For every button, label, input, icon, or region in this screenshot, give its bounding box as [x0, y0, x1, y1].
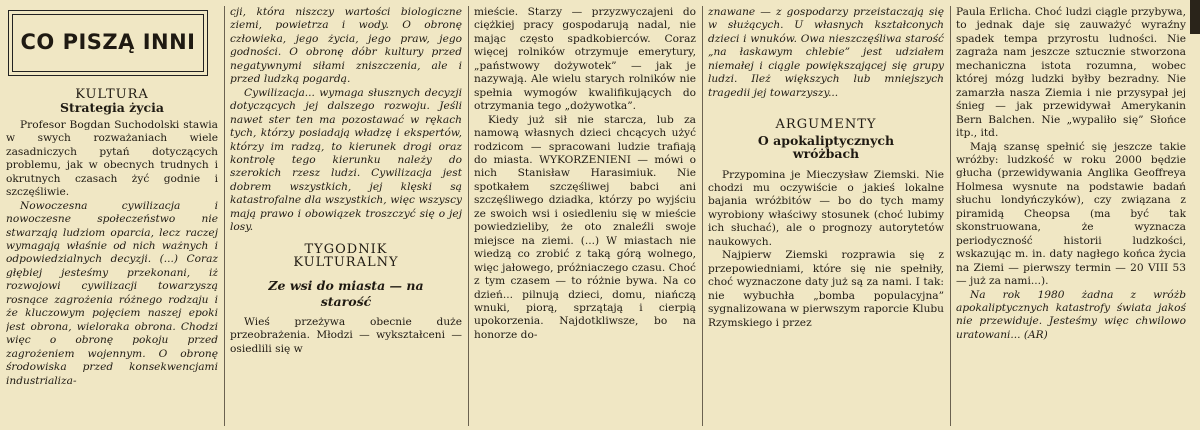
column-rule-3: [702, 6, 703, 426]
column-2: [230, 6, 462, 428]
section-kultura: KULTURA: [75, 87, 149, 102]
header-box-frame: [8, 10, 208, 76]
column-1: [6, 6, 218, 428]
column-rule-4: [950, 6, 951, 426]
title-strategia-zycia: Strategia życia: [60, 100, 164, 116]
kultura-paragraph-4: Cywilizacja... wymaga słusznych decyzji dotyczących jej dalszego rozwoju. Jeśli nawet ster ten ma pozostawać w rękach tych, którzy posiadają władzę i ekspertów, którzy im radzą, to kierunek drogi oraz kontrolę tego kierunku należy do szerokich rzesz ludzi. Cywilizacja jest dobrem wszystkich, jej klęski są katastrofalne dla wszystkich, więc wszyscy mają prawo i obowiązek troszczyć się o jej losy.: [230, 86, 462, 234]
column-5: [956, 6, 1186, 428]
section-argumenty: ARGUMENTY: [775, 117, 877, 133]
section-tygodnik-line2: KULTURALNY: [293, 255, 399, 271]
tygodnik-paragraph-2: mieście. Starzy — przyzwyczajeni do ciężkiej pracy gospodarują nadal, nie mając często spadkobierców. Coraz więcej rolników otrzymuje emerytury, „państwowy dożywotek” — jak je nazywają. Ale wielu starych rolników nie spełnia wymogów kwalifikujących do otrzymania tego „dożywotka”.: [474, 6, 696, 113]
argumenty-paragraph-1: Przypomina je Mieczysław Ziemski. Nie chodzi mu oczywiście o jakieś lokalne bajania wróżbitów — bo do tych mamy wyrobiony właściwy stosunek (choć lubimy ich słuchać), ale o prognozy autorytetów naukowych.: [708, 168, 944, 248]
column-3: [474, 6, 696, 428]
title-o-apokaliptycznych-wrozbach: O apokaliptycznych wróżbach: [757, 132, 895, 162]
kultura-paragraph-3: cji, która niszczy wartości biologiczne ziemi, powietrza i wody. O obronę człowieka, jego życia, jego praw, jego godności. O obronę dóbr kultury przed negatywnymi siłami zniszczenia, ale i przed ludzką pogardą.: [230, 6, 462, 86]
header-box: CO PISZĄ INNI: [12, 14, 204, 72]
column-rule-2: [468, 6, 469, 426]
column-4: [708, 6, 944, 428]
scan-edge-mark: [1190, 0, 1200, 34]
title-ze-wsi-do-miasta: Ze wsi do miasta — na starość: [268, 277, 424, 309]
kultura-paragraph-2: Nowoczesna cywilizacja i nowoczesne społeczeństwo nie stwarzają ludziom oparcia, lecz raczej wymagają właśnie od nich ważnych i odpowiedzialnych decyzji. (...) Coraz głębiej jesteśmy przekonani, iż rozwojowi cywilizacji towarzyszą rosnące zagrożenia różnego rodzaju i że kluczowym pojęciem naszej epoki jest obrona, wieloraka obrona. Chodzi więc o obronę pokoju przed zagrożeniem wojennym. O obronę środowiska przed konsekwencjami industrializa-: [6, 199, 218, 387]
kultura-paragraph-1: Profesor Bogdan Suchodolski stawia w swych rozważaniach wiele zasadniczych pytań dotyczących problemu, jak w obecnych trudnych i okrutnych czasach żyć godnie i szczęśliwie.: [6, 118, 218, 199]
argumenty-paragraph-2: Najpierw Ziemski rozprawia się z przepowiedniami, które się nie spełniły, choć wyznaczone daty już są za nami. I tak: nie wybuchła „bomba populacyjna” sygnalizowana w pierwszym raporcie Klubu Rzymskiego i przez: [708, 249, 944, 329]
tygodnik-paragraph-4: znawane — z gospodarzy przeistaczają się w służących. U własnych kształconych dzieci i wnuków. Owa nieszczęśliwa starość „na łaskawym chlebie” jest udziałem niemałej i ciągle powiększającej się grupy ludzi. Ileż większych lub mniejszych tragedii jej towarzyszy...: [708, 6, 944, 99]
section-tygodnik-line1: TYGODNIK: [304, 241, 388, 257]
column-rule-1: [224, 6, 225, 426]
argumenty-paragraph-5: Na rok 1980 żadna z wróżb apokaliptycznych katastrofy świata jakoś nie przewiduje. Jesteśmy więc chwilowo uratowani... (AR): [956, 288, 1186, 341]
argumenty-paragraph-3: Paula Erlicha. Choć ludzi ciągle przybywa, to jednak daje się zauważyć wyraźny spadek tempa przyrostu ludności. Nie zagraża nam jeszcze sztucznie stworzona mechaniczna istota rozumna, wobec której mózg ludzki byłby bezradny. Nie zamarzła nasza Ziemia i nie przysypał jej śnieg — jak przewidywał Amerykanin Bern Balchen. Nie „wypaliło się” Słońce itp., itd.: [956, 6, 1186, 140]
tygodnik-paragraph-1: Wieś przeżywa obecnie duże przeobrażenia. Młodzi — wykształceni — osiedlili się w: [230, 315, 462, 355]
argumenty-paragraph-4: Mają szansę spełnić się jeszcze takie wróżby: ludzkość w roku 2000 będzie głucha (przewidywania Anglika Geoffreya Holmesa wysnute na podstawie badań słuchu londyńczyków), czy związana z piramidą Cheopsa (ma być tak skonstruowana, że wyznacza periodyczność historii ludzkości, wskazując m. in. daty nagłego końca życia na Ziemi — pierwszy termin — 20 VIII 53 — już za nami...).: [956, 140, 1186, 288]
tygodnik-paragraph-3: Kiedy już sił nie starcza, lub za namową własnych dzieci chcących użyć rodzicom — spracowani ludzie trafiają do miasta. WYKORZENIENI — mówi o nich Stanisław Harasimiuk. Nie spotkałem szczęśliwej babci ani szczęśliwego dziadka, którzy po wyjściu ze swoich wsi i osiedleniu się w mieście powiedzieliby, że oto znaleźli swoje miejsce na ziemi. (...) W miastach nie wiedzą co zrobić z taką górą wolnego, więc jałowego, próżniaczego czasu. Choć z tym czasem — to różnie bywa. Na co dzień... pilnują dzieci, domu, niańczą wnuki, piorą, sprzątają i cierpią upokorzenia. Najdotkliwsze, bo na honorze do-: [474, 113, 696, 341]
